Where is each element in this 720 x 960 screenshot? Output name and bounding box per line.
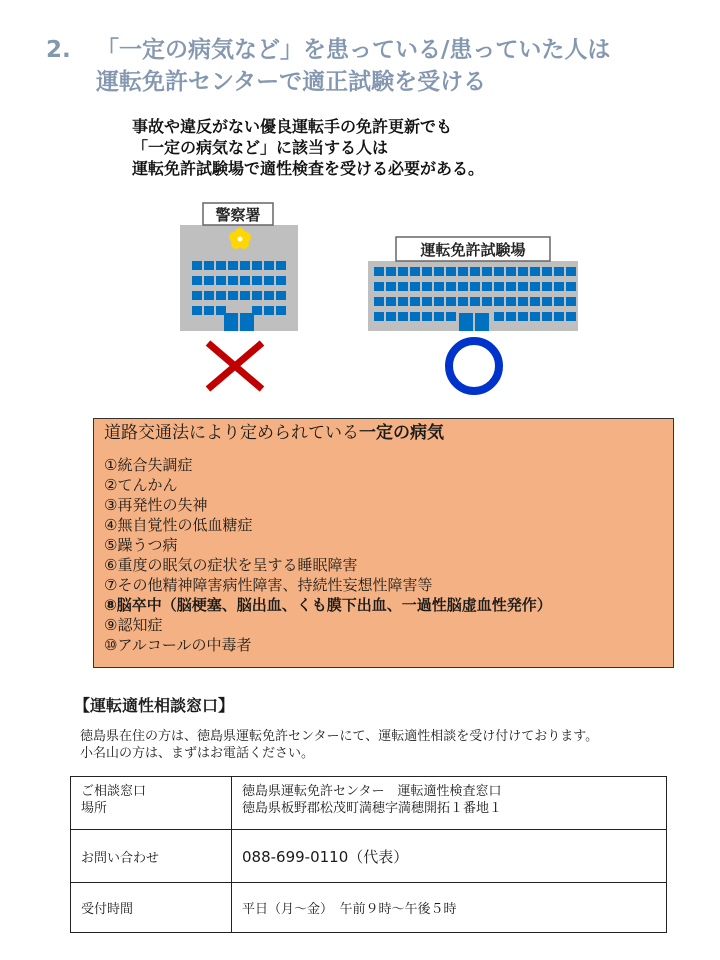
window xyxy=(506,312,516,321)
location-value-cell xyxy=(232,777,667,830)
heading-number: 2. xyxy=(46,37,71,63)
consult-window-label: ご相談窓口 xyxy=(81,784,147,799)
window xyxy=(398,312,408,321)
window xyxy=(566,312,576,321)
intro-line-1: 事故や違反がない優良運転手の免許更新でも xyxy=(132,117,453,136)
window xyxy=(192,291,202,300)
circle-mark-icon xyxy=(449,341,499,391)
location-label: 場所 xyxy=(81,801,108,816)
driving-test-center-label: 運転免許試験場 xyxy=(420,241,526,259)
heading-line-1 xyxy=(46,34,706,66)
window xyxy=(470,267,480,276)
window xyxy=(252,291,262,300)
police-station-building xyxy=(180,203,298,331)
window xyxy=(554,267,564,276)
cross-mark-icon xyxy=(208,343,262,389)
consult-section-title: 【運転適性相談窓口】 xyxy=(74,696,235,715)
page-heading xyxy=(46,34,706,98)
window xyxy=(192,261,202,270)
window xyxy=(470,297,480,306)
disease-box-title xyxy=(104,423,663,443)
window xyxy=(264,261,274,270)
window xyxy=(458,297,468,306)
disease-item: ③再発性の失神 xyxy=(104,496,208,514)
window xyxy=(264,276,274,285)
intro-line-3: 運転免許試験場で適性検査を受ける必要がある。 xyxy=(132,159,485,178)
window xyxy=(434,267,444,276)
window xyxy=(434,297,444,306)
window xyxy=(252,261,262,270)
window xyxy=(518,297,528,306)
window xyxy=(276,261,286,270)
disease-item-stroke: ⑧脳卒中（脳梗塞、脳出血、くも膜下出血、一過性脳虚血性発作） xyxy=(104,596,552,614)
window xyxy=(494,312,504,321)
window xyxy=(216,276,226,285)
disease-item: ⑨認知症 xyxy=(104,616,163,634)
window xyxy=(386,267,396,276)
window xyxy=(554,297,564,306)
window xyxy=(228,276,238,285)
window xyxy=(446,267,456,276)
window xyxy=(192,306,202,315)
window xyxy=(228,261,238,270)
window xyxy=(518,267,528,276)
window xyxy=(374,282,384,291)
consult-description xyxy=(80,728,690,762)
window xyxy=(410,312,420,321)
window xyxy=(204,291,214,300)
disease-item: ⑥重度の眠気の症状を呈する睡眠障害 xyxy=(104,556,358,574)
driving-test-center-building xyxy=(368,237,578,331)
window xyxy=(494,297,504,306)
phone-label: お問い合わせ xyxy=(71,830,232,883)
window xyxy=(566,297,576,306)
intro-line-2: 「一定の病気など」に該当する人は xyxy=(132,138,389,157)
window xyxy=(422,312,432,321)
location-label-cell xyxy=(71,777,232,830)
window xyxy=(446,297,456,306)
window xyxy=(264,306,274,315)
window xyxy=(482,282,492,291)
disease-item: ⑩アルコールの中毒者 xyxy=(104,636,252,654)
disease-item: ④無自覚性の低血糖症 xyxy=(104,516,253,534)
window xyxy=(204,306,214,315)
phone-value: 088-699-0110（代表） xyxy=(232,830,667,883)
window xyxy=(470,282,480,291)
window xyxy=(252,276,262,285)
window xyxy=(422,282,432,291)
window xyxy=(482,267,492,276)
window xyxy=(458,282,468,291)
window xyxy=(554,312,564,321)
window xyxy=(518,282,528,291)
disease-item: ⑤躁うつ病 xyxy=(104,536,178,554)
consult-description-line-2: 小名山の方は、まずはお電話ください。 xyxy=(80,746,315,761)
disease-list xyxy=(104,455,663,655)
window xyxy=(554,282,564,291)
window xyxy=(264,291,274,300)
disease-item: ⑦その他精神障害病性障害、持続性妄想性障害等 xyxy=(104,576,433,594)
window xyxy=(518,312,528,321)
disease-item: ②てんかん xyxy=(104,476,178,494)
contact-row-location xyxy=(71,777,667,830)
window xyxy=(446,312,456,321)
window xyxy=(216,291,226,300)
window xyxy=(422,297,432,306)
window xyxy=(542,267,552,276)
consult-description-line-1: 徳島県在住の方は、徳島県運転免許センターにて、運転適性相談を受け付けております。 xyxy=(80,729,599,744)
window xyxy=(374,267,384,276)
disease-item: ①統合失調症 xyxy=(104,456,193,474)
window xyxy=(542,312,552,321)
window xyxy=(458,267,468,276)
window xyxy=(386,297,396,306)
window xyxy=(398,282,408,291)
window xyxy=(374,312,384,321)
window xyxy=(494,267,504,276)
contact-table xyxy=(70,776,667,933)
window xyxy=(446,282,456,291)
window xyxy=(530,282,540,291)
intro-text xyxy=(132,116,612,179)
window xyxy=(276,306,286,315)
window xyxy=(530,297,540,306)
window xyxy=(482,297,492,306)
consult-window-value: 徳島県運転免許センター 運転適性検査窓口 xyxy=(242,784,502,799)
window xyxy=(434,282,444,291)
contact-row-phone xyxy=(71,830,667,883)
window xyxy=(204,276,214,285)
window xyxy=(410,297,420,306)
window xyxy=(374,297,384,306)
contact-row-hours xyxy=(71,883,667,933)
address-value: 徳島県板野郡松茂町満穂字満穂開拓１番地１ xyxy=(242,801,503,816)
window xyxy=(276,276,286,285)
window xyxy=(228,291,238,300)
buildings-illustration xyxy=(0,195,720,400)
window xyxy=(494,282,504,291)
window xyxy=(398,267,408,276)
disease-box-title-bold: 一定の病気 xyxy=(359,423,444,443)
window xyxy=(240,276,250,285)
window xyxy=(542,297,552,306)
window xyxy=(566,282,576,291)
window xyxy=(506,297,516,306)
window xyxy=(386,282,396,291)
window xyxy=(530,312,540,321)
window xyxy=(542,282,552,291)
window xyxy=(204,261,214,270)
disease-list-box xyxy=(93,418,674,668)
window xyxy=(422,267,432,276)
window xyxy=(506,282,516,291)
window xyxy=(192,276,202,285)
police-station-label: 警察署 xyxy=(215,206,261,224)
window xyxy=(410,282,420,291)
window xyxy=(506,267,516,276)
window xyxy=(216,261,226,270)
window xyxy=(240,261,250,270)
window xyxy=(276,291,286,300)
window xyxy=(566,267,576,276)
window xyxy=(410,267,420,276)
window xyxy=(386,312,396,321)
hours-value: 平日（月～金） 午前９時～午後５時 xyxy=(232,883,667,933)
window xyxy=(398,297,408,306)
heading-line-1-text: 「一定の病気など」を患っている/患っていた人は xyxy=(96,37,611,63)
heading-line-2: 運転免許センターで適正試験を受ける xyxy=(96,69,487,95)
disease-box-title-prefix: 道路交通法により定められている xyxy=(104,423,359,443)
window xyxy=(530,267,540,276)
hours-label: 受付時間 xyxy=(71,883,232,933)
window xyxy=(434,312,444,321)
window xyxy=(240,291,250,300)
